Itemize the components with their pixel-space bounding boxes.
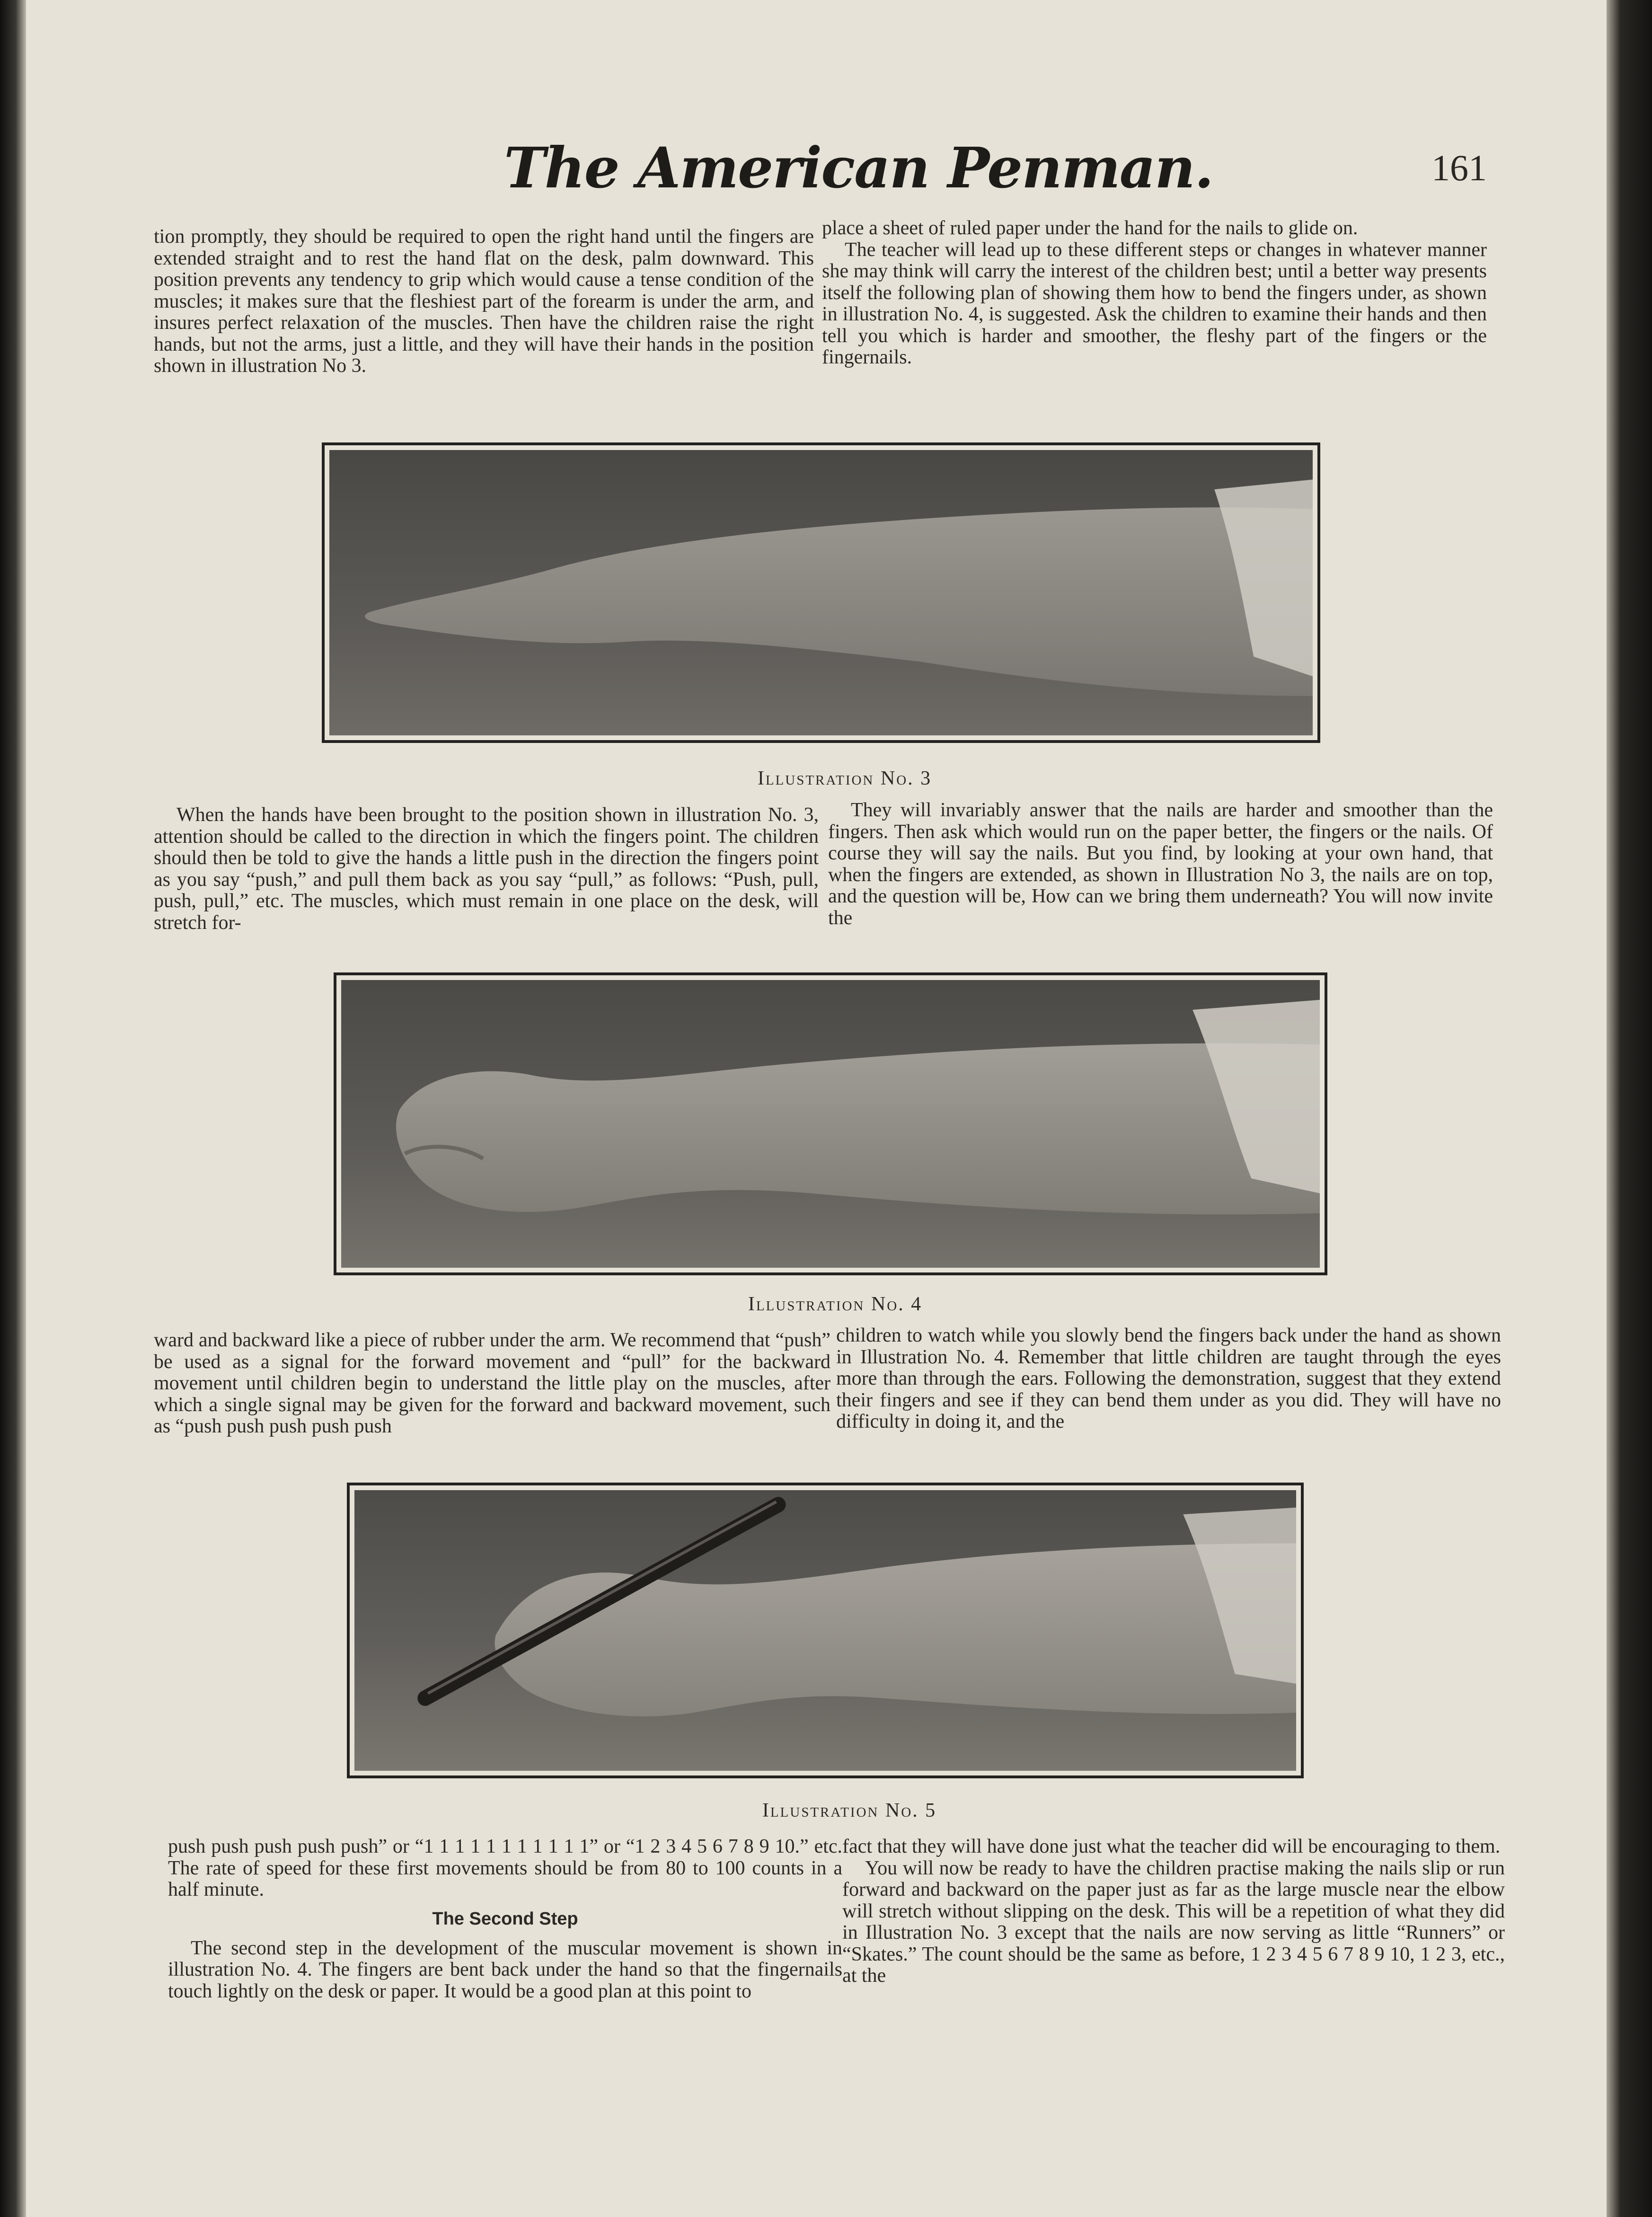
paragraph: You will now be ready to have the children practise making the nails slip or run forward and backward on the paper just as far as the large muscle near the elbow will stretch without slipping on the desk. This will be a repetition of what they did in Illustration No. 3 except that the nails are now serving as little “Runners” or “Skates.” The count should be the same as before, 1 2 3 4 5 6 7 8 9 10, 1 2 3, etc., at the xyxy=(842,1857,1505,1987)
flat-hand-image xyxy=(329,450,1313,735)
paragraph: fact that they will have done just what the teacher did will be encouraging to them. xyxy=(842,1836,1501,1857)
paragraph: children to watch while you slowly bend the fingers back under the hand as shown in Illustration No. 4. Remember that little children are taught through the eyes more than through the ears. Following the demonstration, suggest that they extend their fingers and see if they can bend them under as you did. They will have no difficulty in doing it, and the xyxy=(836,1325,1501,1432)
paragraph: place a sheet of ruled paper under the hand for the nails to glide on. xyxy=(822,217,1358,239)
bent-fingers-image xyxy=(341,980,1320,1268)
section-heading: The Second Step xyxy=(432,1908,578,1929)
column-left-top xyxy=(154,226,814,377)
column-right-mid1 xyxy=(828,800,1493,929)
column-left-mid2 xyxy=(154,1330,830,1438)
page-right-edge xyxy=(1607,0,1652,2217)
illustration-3-photo xyxy=(322,442,1320,743)
column-right-bottom xyxy=(842,1836,1505,1987)
column-right-top xyxy=(822,218,1487,369)
paragraph: When the hands have been brought to the position shown in illustration No. 3, attention should be called to the direction in which the fingers point. The children should then be told to give the hands a little push in the direction the fingers point as you say “push,” and pull them back as you say “pull,” as follows: “Push, pull, push, pull,” etc. The muscles, which must remain in one place on the desk, will stretch for- xyxy=(154,804,819,934)
paragraph: ward and backward like a piece of rubber under the arm. We recommend that “push” be used as a signal for the forward movement and “pull” for the backward movement until children begin to understand the little play on the muscles, after which a single signal may be given for the forward and backward movement, such as “push push push push push xyxy=(154,1329,830,1437)
illustration-3-caption: Illustration No. 3 xyxy=(757,768,932,789)
page-number: 161 xyxy=(1431,147,1487,188)
illustration-5-photo xyxy=(347,1483,1304,1778)
paragraph: The second step in the development of the muscular movement is shown in illustration No. 4. The fingers are bent back under the hand so that the fingernails touch lightly on the desk or paper. It would be a good plan at this point to xyxy=(168,1937,842,2002)
paragraph: The teacher will lead up to these different steps or changes in whatever manner she may think will carry the interest of the children best; until a better way presents itself the following plan of showing them how to bend the fingers under, as shown in illustration No. 4, is suggested. Ask the children to examine their hands and then tell you which is harder and smoother, the fleshy part of the fingers or the fingernails. xyxy=(822,238,1487,368)
hand-holding-pen-image xyxy=(354,1490,1296,1771)
column-left-bottom xyxy=(168,1836,842,2002)
illustration-5-caption: Illustration No. 5 xyxy=(762,1800,937,1821)
illustration-4-caption: Illustration No. 4 xyxy=(748,1293,923,1315)
paragraph: tion promptly, they should be required to open the right hand until the fingers are extended straight and to rest the hand flat on the desk, palm downward. This position prevents any tendency to grip which would cause a tense condition of the muscles; it makes sure that the fleshiest part of the forearm is under the arm, and insures perfect relaxation of the muscles. Then have the children raise the right hands, but not the arms, just a little, and they will have their hands in the position shown in illustration No 3. xyxy=(154,226,814,377)
column-right-mid2 xyxy=(836,1325,1501,1433)
masthead-title: The American Penman. xyxy=(504,135,1213,201)
paragraph: They will invariably answer that the nails are harder and smoother than the fingers. Then ask which would run on the paper better, the fingers or the nails. Of course they will say the nails. But you find, by looking at your own hand, that when the fingers are extended, as shown in Illustration No 3, the nails are on top, and the question will be, How can we bring them underneath? You will now invite the xyxy=(828,799,1493,929)
paragraph: push push push push push” or “1 1 1 1 1 1 1 1 1 1 1” or “1 2 3 4 5 6 7 8 9 10.” etc. The rate of speed for these first movements should be from 80 to 100 counts in a half minute. xyxy=(168,1836,842,1900)
column-left-mid1 xyxy=(154,804,819,934)
page xyxy=(26,0,1607,2217)
illustration-4-photo xyxy=(334,972,1327,1275)
binding-edge xyxy=(0,0,26,2217)
